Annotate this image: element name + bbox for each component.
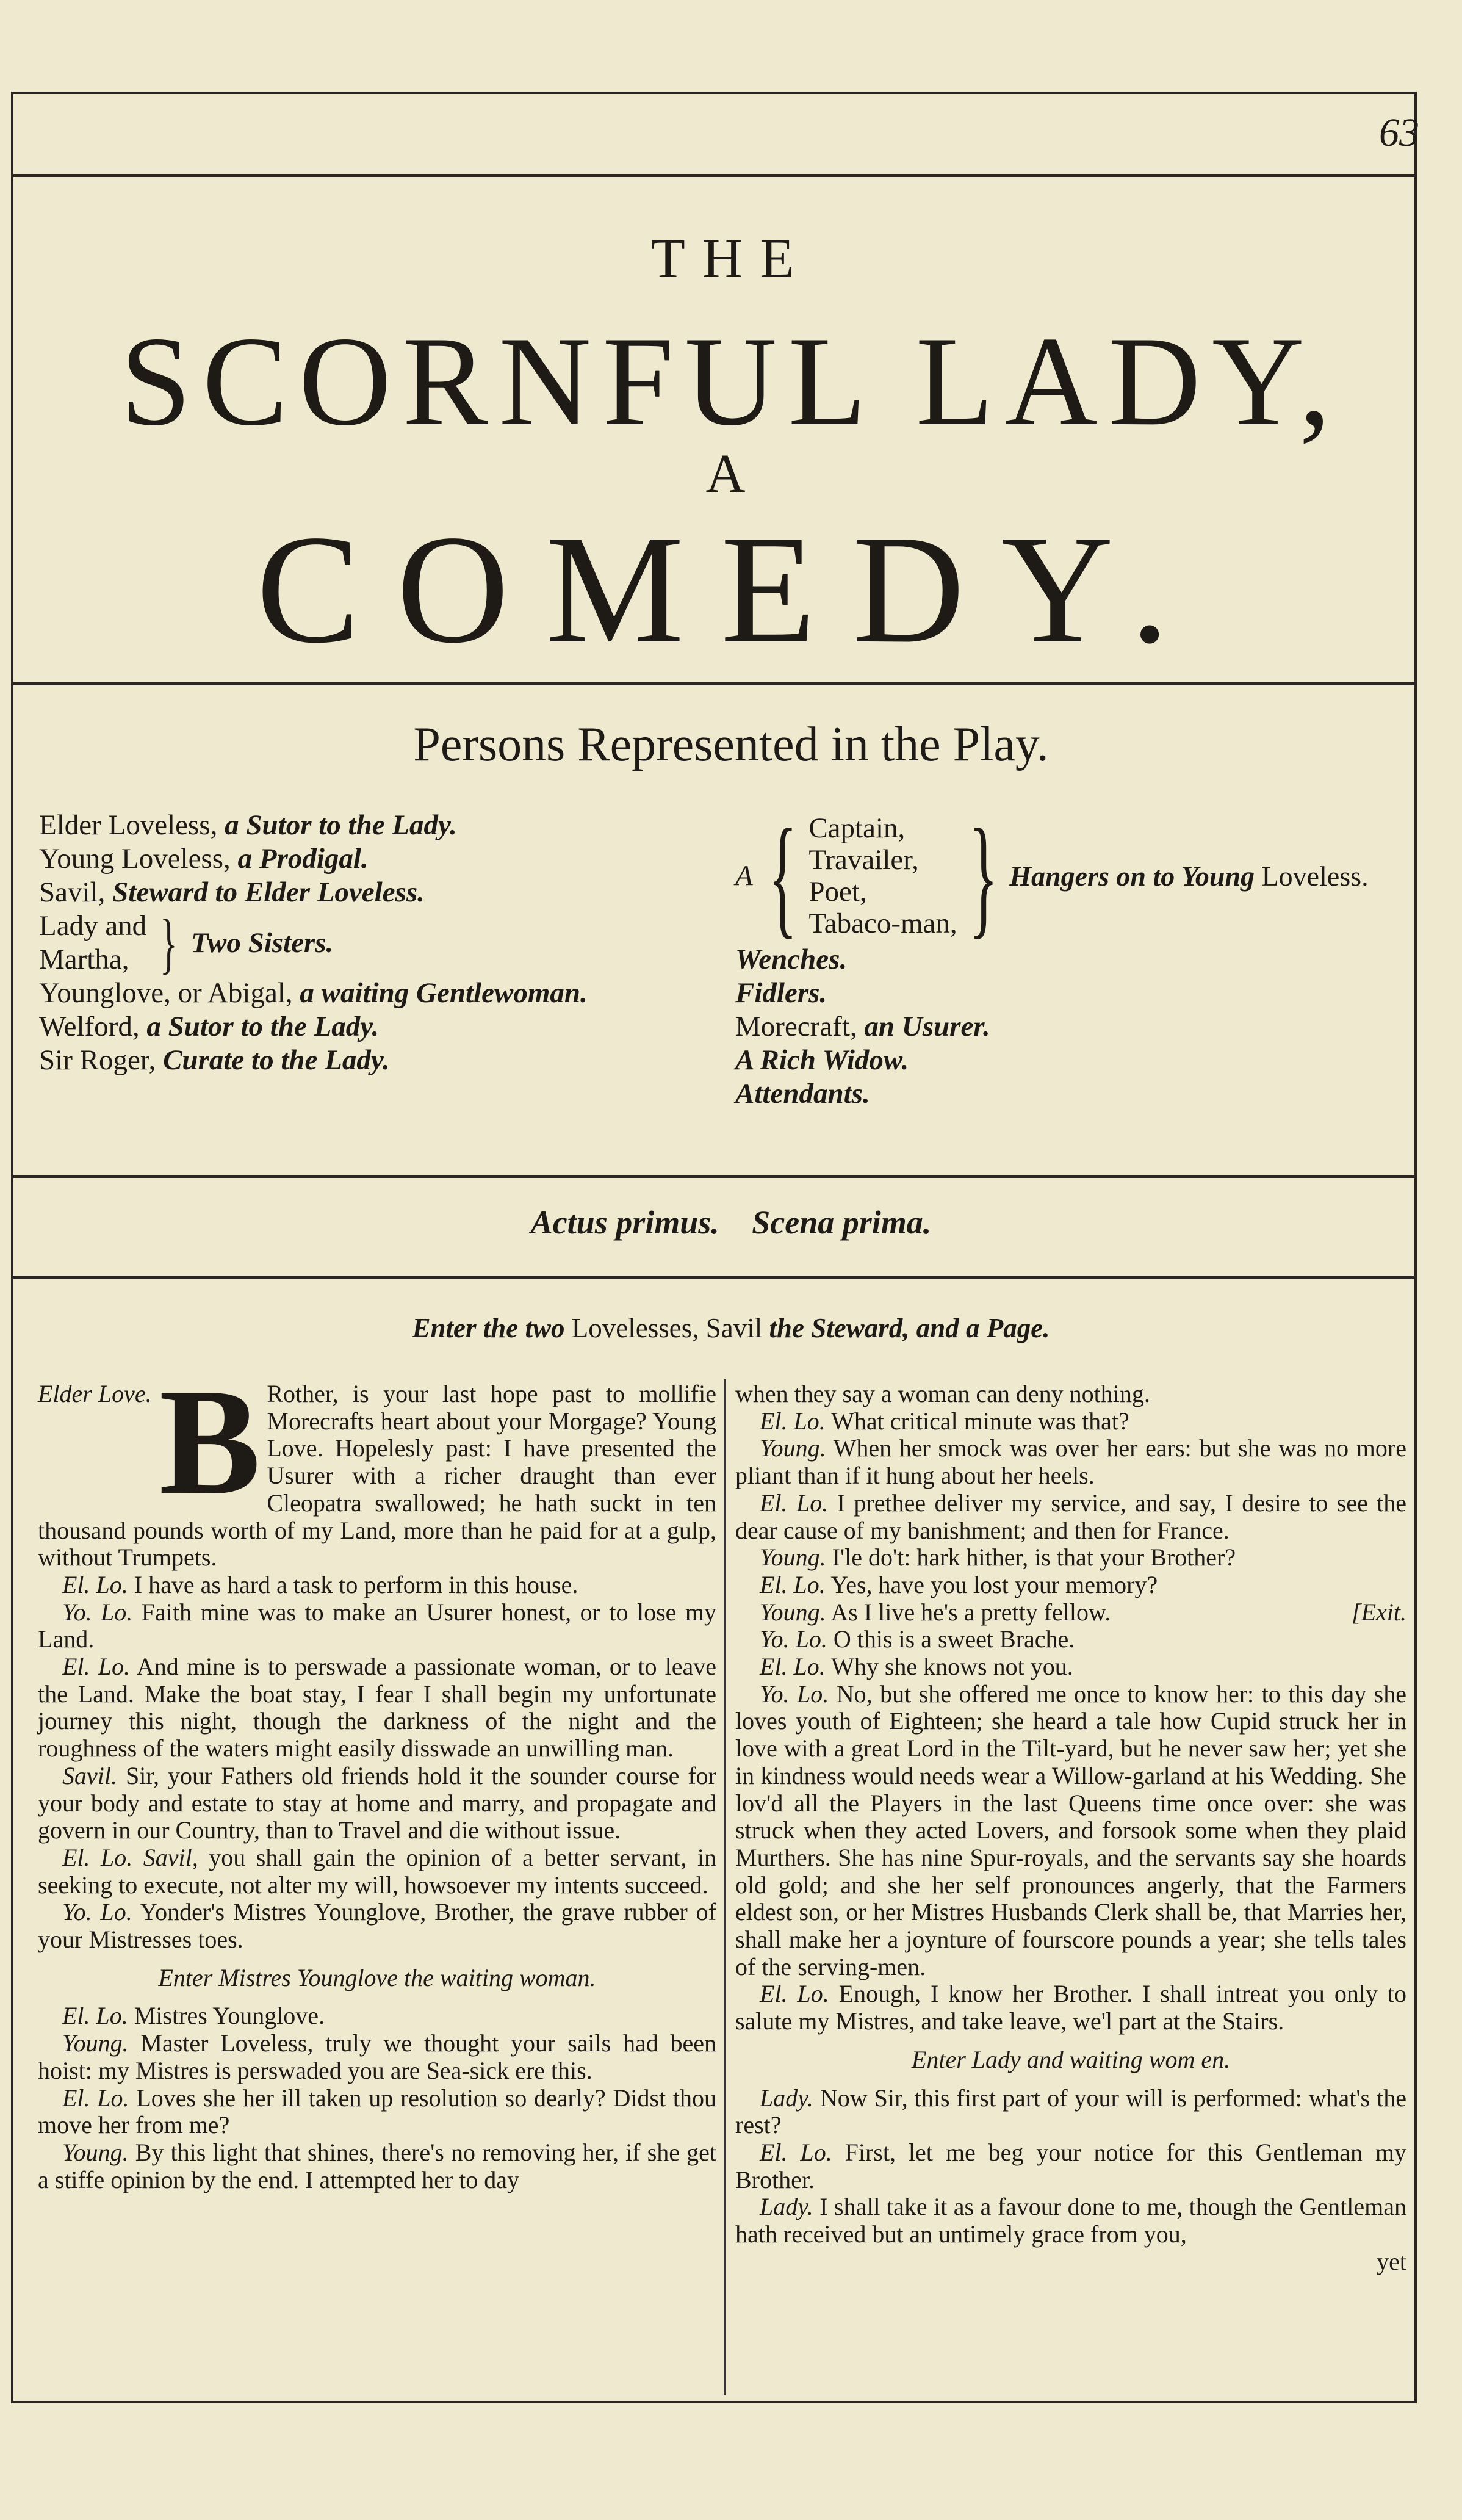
left-brace-icon: { [768, 801, 798, 950]
rule-after-act [11, 1276, 1414, 1279]
drop-cap: B [159, 1357, 261, 1526]
left-column [38, 1357, 717, 2193]
speech: Yo. Lo. O this is a sweet Brache. [760, 1625, 1075, 1653]
hangers-prefix: A [735, 860, 753, 892]
persons-heading: Persons Represented in the Play. [413, 718, 1049, 771]
dramatis-entry: Savil, Steward to Elder Loveless. [39, 876, 425, 908]
speech: Young. I'le do't: hark hither, is that your Brother? [760, 1543, 1236, 1572]
scena-label: Scena prima. [752, 1204, 932, 1241]
speech: Young. By this light that shines, there's no removing her, if she get a stiffe opinion by the end. I attempted her to day [38, 2138, 717, 2193]
sisters-group [39, 906, 716, 980]
sisters-label: Two Sisters. [191, 927, 334, 959]
sister-name: Martha, [39, 944, 129, 975]
speech: El. Lo. Enough, I know her Brother. I shall intreat you only to salute my Mistres, and take leave, we'l part at the Stairs. [735, 1980, 1406, 2035]
speech: Young. When her smock was over her ears: but she was no more pliant than if it hung about her heels. [735, 1434, 1406, 1490]
speech: El. Lo. I have as hard a task to perform in this house. [62, 1570, 578, 1598]
dramatis-right [735, 801, 1406, 1111]
speech: Lady. Now Sir, this first part of your will is performed: what's the rest? [735, 2084, 1407, 2139]
rule-before-act [11, 1175, 1414, 1178]
hangers-label: Hangers on to Young Loveless. [1009, 860, 1369, 892]
speech: El. Lo. Loves she her ill taken up resolution so dearly? Didst thou move her from me? [38, 2084, 716, 2139]
dramatis-entry: Sir Roger, Curate to the Lady. [39, 1044, 390, 1076]
title-a: A [705, 444, 757, 504]
dramatis-entry: Morecraft, an Usurer. [735, 1011, 990, 1042]
title-comedy: COMEDY. [256, 504, 1206, 676]
speaker-label: Elder Love. [38, 1380, 152, 1407]
speech: El. Lo. Yes, have you lost your memory? [760, 1570, 1158, 1598]
title-scornful-lady: SCORNFUL LADY, [120, 311, 1342, 452]
dramatis-entry: Elder Loveless, a Sutor to the Lady. [39, 809, 457, 841]
speech: El. Lo. What critical minute was that? [760, 1407, 1129, 1435]
exit-direction: [Exit. [1352, 1598, 1406, 1626]
rule-after-title [11, 682, 1414, 685]
column-divider [724, 1379, 726, 2395]
hangers-group [735, 801, 1406, 950]
speech: El. Lo. Why she knows not you. [760, 1653, 1073, 1681]
speech-continuation: when they say a woman can deny nothing. [735, 1380, 1150, 1407]
page-number: 63 [1379, 110, 1419, 155]
dramatis-entry: Attendants. [735, 1078, 870, 1110]
speech: Yo. Lo. No, but she offered me once to know her: to this day she loves youth of Eighteen; she heard a tale how Cupid struck her in love with a great Lord in the Tilt-yard, but he never saw her; yet she in kindness would needs wear a Willow-garland at his Wedding. She lov'd all the Players in the last Queens time once over: she was struck when they acted Lovers, and forsook some when they plaid Murthers. She has nine Spur-royals, and the servants say she hoards old gold; and she her self pronounces angerly, that the Farmers eldest son, or her Mistres Husbands Clerk shall be, that Marries her, shall make her a joynture of fourscore pounds a year; she tells tales of the serving-men. [735, 1680, 1406, 1980]
speech: El. Lo. I prethee deliver my service, and say, I desire to see the dear cause of my banishment; and then for France. [735, 1489, 1407, 1544]
dramatis-entry: Welford, a Sutor to the Lady. [39, 1011, 380, 1042]
speech: Savil. Sir, your Fathers old friends hold it the sounder course for your body and estate to stay at home and marry, and propagate and govern in our Country, than to Travel and die without issue. [38, 1761, 716, 1844]
dramatis-entry: A Rich Widow. [735, 1044, 909, 1076]
hanger-item: Poet, [808, 876, 867, 908]
actus-label: Actus primus. [530, 1204, 719, 1241]
sister-name: Lady and [39, 910, 147, 942]
speech: El. Lo. First, let me beg your notice for this Gentleman my Brother. [735, 2138, 1406, 2193]
dramatis-entry: Wenches. [735, 944, 848, 975]
title-the: THE [650, 227, 812, 289]
stage-direction: Enter Mistres Younglove the waiting woman. [158, 1963, 596, 1991]
opening-speech: Rother, is your last hope past to mollifie Morecrafts heart about your Morgage? Young Love. Hopelesly past: I have presented the Usurer with a richer draught than ever Cleopatra swallowed; he hath suckt in ten thousand pounds worth of my Land, more than he paid for at a gulp, without Trumpets. [38, 1380, 716, 1572]
hanger-item: Travailer, [808, 844, 919, 876]
brace-icon: } [160, 906, 178, 980]
speech: Young. Master Loveless, truly we thought your sails had been hoist: my Mistres is perswaded you are Sea-sick ere this. [38, 2029, 717, 2084]
enter-heading: Enter the two Lovelesses, Savil the Steward, and a Page. [412, 1313, 1050, 1343]
dramatis-entry: Younglove, or Abigal, a waiting Gentlewoman. [39, 977, 588, 1009]
stage-direction: Enter Lady and waiting wom en. [911, 2045, 1231, 2073]
speech: [Exit. Young. As I live he's a pretty fellow. [760, 1598, 1406, 1626]
dramatis-entry: Young Loveless, a Prodigal. [39, 843, 369, 875]
right-column [735, 1381, 1406, 2276]
right-brace-icon: } [968, 801, 998, 950]
speech: El. Lo. Mistres Younglove. [62, 2002, 325, 2030]
hanger-item: Captain, [808, 812, 906, 844]
dramatis-entry: Fidlers. [735, 977, 827, 1009]
dramatis-left [39, 809, 716, 1077]
speech: Yo. Lo. Faith mine was to make an Usurer honest, or to lose my Land. [38, 1598, 717, 1653]
speech: Lady. I shall take it as a favour done to me, though the Gentleman hath received but an untimely grace from you, [735, 2193, 1407, 2248]
catchword: yet [1377, 2247, 1406, 2275]
hanger-item: Tabaco-man, [808, 908, 957, 939]
speech: Yo. Lo. Yonder's Mistres Younglove, Brother, the grave rubber of your Mistresses toes. [38, 1898, 717, 1954]
act-heading [0, 1204, 1462, 1241]
top-rule [11, 174, 1414, 177]
speech: El. Lo. Savil, you shall gain the opinion of a better servant, in seeking to execute, not alter my will, howsoever my intents succeed. [38, 1843, 716, 1899]
speech: El. Lo. And mine is to perswade a passionate woman, or to leave the Land. Make the boat stay, I fear I shall begin my unfortunate journey this night, though the darkness of the night and the roughness of the waters might easily disswade an unwilling man. [38, 1653, 717, 1763]
